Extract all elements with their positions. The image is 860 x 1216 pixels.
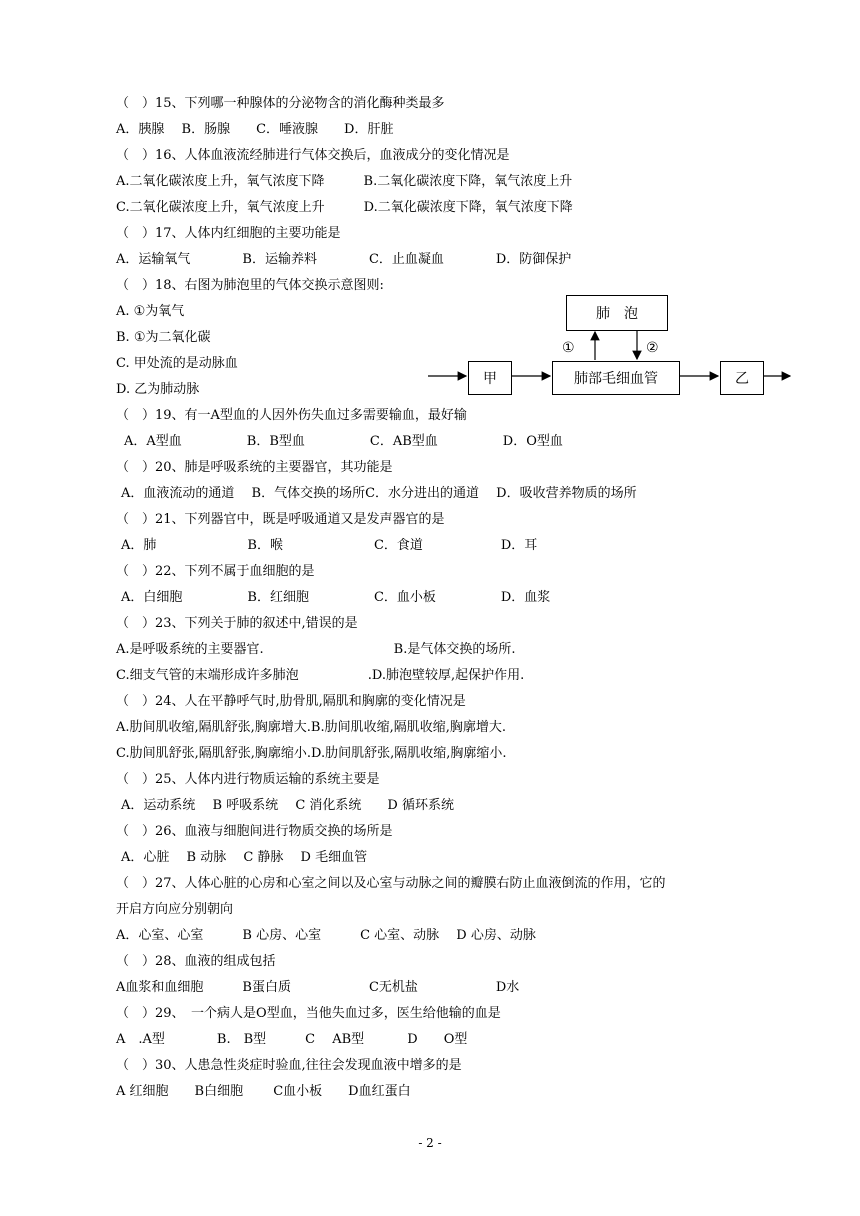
question-20: （ ）20、肺是呼吸系统的主要器官，其功能是	[116, 460, 393, 475]
options-24-ab: A.肋间肌收缩,隔肌舒张,胸廓增大.B.肋间肌收缩,隔肌收缩,胸廓增大.	[116, 720, 507, 735]
question-27-cont: 开启方向应分别朝向	[116, 902, 234, 917]
options-16-ab: A.二氧化碳浓度上升，氧气浓度下降 B.二氧化碳浓度下降，氧气浓度上升	[116, 174, 573, 189]
options-30: A 红细胞 B白细胞 C血小板 D血红蛋白	[116, 1084, 411, 1099]
options-21: A．肺 B．喉 C．食道 D．耳	[121, 538, 538, 553]
page-number: - 2 -	[418, 1136, 442, 1150]
question-25: （ ）25、人体内进行物质运输的系统主要是	[116, 772, 380, 787]
options-15: A．胰腺 B．肠腺 C．唾液腺 D．肝脏	[116, 122, 394, 137]
question-28: （ ）28、血液的组成包括	[116, 954, 276, 969]
question-30: （ ）30、人患急性炎症时验血,往往会发现血液中增多的是	[116, 1058, 462, 1073]
options-26: A．心脏 B 动脉 C 静脉 D 毛细血管	[121, 850, 368, 865]
question-19: （ ）19、有一A型血的人因外伤失血过多需要输血，最好输	[116, 408, 467, 423]
options-19: A．A型血 B．B型血 C．AB型血 D．O型血	[124, 434, 563, 449]
question-21: （ ）21、下列器官中，既是呼吸通道又是发声器官的是	[116, 512, 445, 527]
options-27: A．心室、心室 B 心房、心室 C 心室、动脉 D 心房、动脉	[116, 928, 536, 943]
label-1: ①	[562, 340, 575, 356]
options-17: A．运输氧气 B．运输养料 C．止血凝血 D．防御保护	[116, 252, 572, 267]
question-22: （ ）22、下列不属于血细胞的是	[116, 564, 315, 579]
capillary-box: 肺部毛细血管	[552, 361, 680, 395]
question-18: （ ）18、右图为肺泡里的气体交换示意图则:	[116, 278, 384, 293]
question-15: （ ）15、下列哪一种腺体的分泌物含的消化酶种类最多	[116, 96, 445, 111]
options-23-ab: A.是呼吸系统的主要器官. B.是气体交换的场所.	[116, 642, 516, 657]
yi-box: 乙	[720, 361, 764, 395]
options-25: A．运动系统 B 呼吸系统 C 消化系统 D 循环系统	[121, 798, 454, 813]
question-16: （ ）16、人体血液流经肺进行气体交换后，血液成分的变化情况是	[116, 148, 510, 163]
question-24: （ ）24、人在平静呼气时,肋骨肌,隔肌和胸廓的变化情况是	[116, 694, 466, 709]
question-29: （ ）29、 一个病人是O型血，当他失血过多，医生给他输的血是	[116, 1006, 501, 1021]
options-28: A血浆和血细胞 B蛋白质 C无机盐 D水	[116, 980, 520, 995]
alveoli-box: 肺 泡	[566, 295, 668, 331]
label-2: ②	[646, 340, 659, 356]
question-23: （ ）23、下列关于肺的叙述中,错误的是	[116, 616, 358, 631]
options-22: A．白细胞 B．红细胞 C．血小板 D．血浆	[121, 590, 551, 605]
jia-box: 甲	[468, 361, 512, 395]
option-18-d: D. 乙为肺动脉	[116, 382, 200, 397]
option-18-b: B. ①为二氧化碳	[116, 330, 211, 345]
option-18-a: A. ①为氧气	[116, 304, 185, 319]
options-16-cd: C.二氧化碳浓度上升，氧气浓度上升 D.二氧化碳浓度下降，氧气浓度下降	[116, 200, 573, 215]
question-17: （ ）17、人体内红细胞的主要功能是	[116, 226, 341, 241]
question-26: （ ）26、血液与细胞间进行物质交换的场所是	[116, 824, 393, 839]
options-23-cd: C.细支气管的末端形成许多肺泡 .D.肺泡壁较厚,起保护作用.	[116, 668, 525, 683]
options-20: A．血液流动的通道 B．气体交换的场所C．水分进出的通道 D．吸收营养物质的场所	[121, 486, 637, 501]
options-24-cd: C.肋间肌舒张,隔肌舒张,胸廓缩小.D.肋间肌舒张,隔肌收缩,胸廓缩小.	[116, 746, 507, 761]
options-29: A .A型 B. B型 C AB型 D O型	[116, 1032, 468, 1047]
question-27: （ ）27、人体心脏的心房和心室之间以及心室与动脉之间的瓣膜右防止血液倒流的作用，它的	[116, 876, 666, 891]
option-18-c: C. 甲处流的是动脉血	[116, 356, 238, 371]
